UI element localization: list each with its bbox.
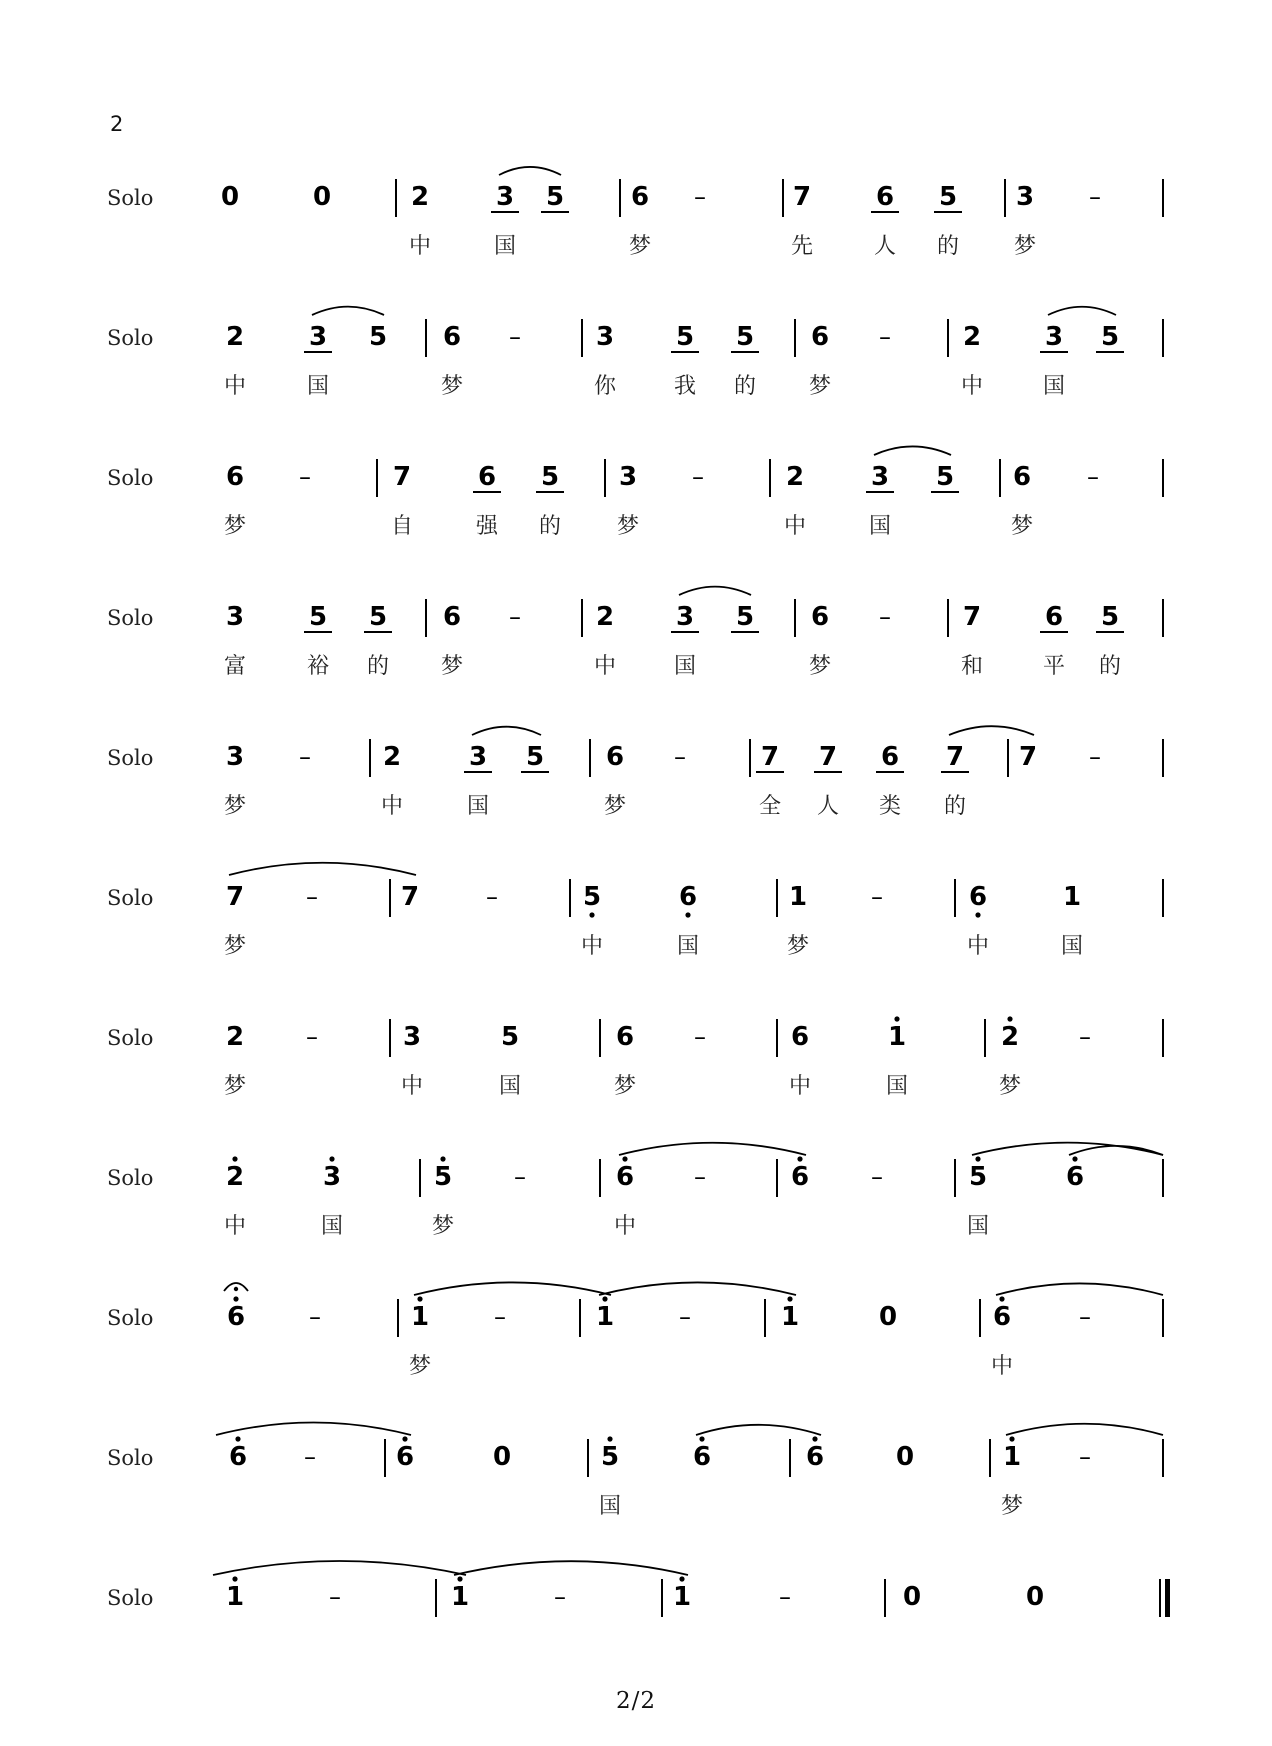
note: 2 [595,602,615,632]
note: 3 [225,742,245,772]
lyric-char: 国 [966,1214,990,1239]
lyric-char: 梦 [628,234,652,259]
note: 2 [382,742,402,772]
lyric-char: 中 [400,1074,424,1099]
lyric-char: 强 [475,514,499,539]
lyric-char: 中 [593,654,617,679]
slur-arc [874,446,951,455]
note: 6 [810,322,830,352]
slur-arc [679,587,751,595]
note: 1 [410,1302,430,1332]
hold-dash: – [486,883,498,911]
high-octave-dot [329,1156,334,1161]
slur-arc [312,307,384,315]
note: 5 [968,1162,988,1192]
note: 1 [450,1582,470,1612]
lyric-char: 梦 [1013,234,1037,259]
note: 3 [495,182,515,212]
hold-dash: – [299,743,311,771]
slur-arc [696,1425,821,1435]
hold-dash: – [674,743,686,771]
hold-dash: – [1079,1023,1091,1051]
hold-dash: – [509,603,521,631]
note: 3 [618,462,638,492]
hold-dash: – [309,1303,321,1331]
slur-arc [1006,1424,1163,1435]
lyric-char: 梦 [1000,1494,1024,1519]
note: 7 [818,742,838,772]
note: 6 [875,182,895,212]
high-octave-dot [797,1156,802,1161]
note: 7 [962,602,982,632]
lyric-char: 中 [223,1214,247,1239]
lyric-char: 国 [868,514,892,539]
lyric-char: 国 [676,934,700,959]
lyric-char: 梦 [223,934,247,959]
slur-arc [229,863,416,875]
lyric-char: 梦 [808,374,832,399]
lyric-char: 梦 [616,514,640,539]
note: 7 [1018,742,1038,772]
note: 1 [1002,1442,1022,1472]
lyric-char: 中 [580,934,604,959]
lyric-char: 梦 [1010,514,1034,539]
hold-dash: – [306,1023,318,1051]
note: 1 [225,1582,245,1612]
hold-dash: – [304,1443,316,1471]
lyric-char: 国 [498,1074,522,1099]
hold-dash: – [779,1583,791,1611]
hold-dash: – [692,463,704,491]
lyric-char: 国 [320,1214,344,1239]
note: 6 [992,1302,1012,1332]
lyric-char: 中 [966,934,990,959]
note: 1 [672,1582,692,1612]
lyric-char: 梦 [408,1354,432,1379]
note: 6 [1012,462,1032,492]
part-label: Solo [107,1026,154,1050]
slur-arc [996,1283,1163,1295]
note: 2 [410,182,430,212]
lyric-char: 自 [390,514,414,539]
note: 5 [545,182,565,212]
lyric-char: 国 [885,1074,909,1099]
note: 1 [595,1302,615,1332]
lyric-char: 中 [223,374,247,399]
note: 7 [945,742,965,772]
note: 7 [392,462,412,492]
page-number: 2 [110,112,124,136]
lyric-char: 全 [758,794,782,819]
note: 1 [887,1022,907,1052]
note: 6 [810,602,830,632]
hold-dash: – [1089,743,1101,771]
note: 6 [477,462,497,492]
note: 2 [1000,1022,1020,1052]
hold-dash: – [494,1303,506,1331]
note: 0 [220,182,240,212]
note: 3 [225,602,245,632]
slur-arc [216,1423,411,1436]
note: 6 [615,1162,635,1192]
hold-dash: – [879,603,891,631]
lyric-char: 的 [1098,654,1122,679]
high-octave-dot [699,1436,704,1441]
hold-dash: – [514,1163,526,1191]
slur-arc [599,1282,796,1295]
high-octave-dot [894,1016,899,1021]
note: 6 [692,1442,712,1472]
lyric-char: 中 [960,374,984,399]
lyric-char: 裕 [306,654,330,679]
hold-dash: – [306,883,318,911]
lyric-char: 梦 [223,1074,247,1099]
part-label: Solo [107,1446,154,1470]
high-octave-dot [402,1436,407,1441]
note: 1 [780,1302,800,1332]
high-octave-dot [232,1156,237,1161]
note: 3 [870,462,890,492]
note: 3 [675,602,695,632]
slur-arc [472,727,541,735]
note: 3 [308,322,328,352]
note: 7 [792,182,812,212]
hold-dash: – [879,323,891,351]
part-label: Solo [107,1166,154,1190]
note: 5 [525,742,545,772]
lyric-char: 的 [366,654,390,679]
note: 6 [790,1022,810,1052]
slur-arc [972,1143,1163,1155]
slur-arc [499,167,561,175]
lyric-char: 国 [493,234,517,259]
lyric-char: 平 [1042,654,1066,679]
low-octave-dot [975,912,980,917]
high-octave-dot [235,1436,240,1441]
note: 5 [540,462,560,492]
lyric-char: 类 [878,794,902,819]
note: 2 [225,1022,245,1052]
note: 7 [225,882,245,912]
part-label: Solo [107,466,154,490]
note: 5 [735,322,755,352]
note: 0 [492,1442,512,1472]
note: 5 [935,462,955,492]
note: 1 [788,882,808,912]
note: 5 [368,602,388,632]
lyric-char: 国 [598,1494,622,1519]
note: 6 [1044,602,1064,632]
lyric-char: 国 [1060,934,1084,959]
high-octave-dot [457,1576,462,1581]
part-label: Solo [107,886,154,910]
page-footer: 2/2 [615,1688,656,1714]
high-octave-dot [622,1156,627,1161]
lyric-char: 中 [380,794,404,819]
lyric-char: 梦 [613,1074,637,1099]
note: 6 [226,1302,246,1332]
note: 6 [615,1022,635,1052]
note: 5 [1100,322,1120,352]
note: 5 [735,602,755,632]
note: 7 [760,742,780,772]
note: 6 [1065,1162,1085,1192]
note: 5 [368,322,388,352]
note: 6 [442,602,462,632]
note: 3 [322,1162,342,1192]
high-octave-dot [1072,1156,1077,1161]
high-octave-dot [1009,1436,1014,1441]
high-octave-dot [602,1296,607,1301]
lyric-char: 和 [960,654,984,679]
note: 6 [228,1442,248,1472]
note: 5 [308,602,328,632]
note: 5 [938,182,958,212]
lyric-char: 国 [466,794,490,819]
hold-dash: – [694,183,706,211]
note: 2 [225,322,245,352]
lyric-char: 中 [613,1214,637,1239]
lyric-char: 梦 [440,654,464,679]
high-octave-dot [440,1156,445,1161]
note: 6 [805,1442,825,1472]
part-label: Solo [107,326,154,350]
lyric-char: 你 [593,374,617,399]
part-label: Solo [107,746,154,770]
high-octave-dot [812,1436,817,1441]
lyric-char: 梦 [223,514,247,539]
note: 3 [402,1022,422,1052]
fermata-dot [234,1287,238,1291]
note: 6 [968,882,988,912]
note: 6 [605,742,625,772]
lyric-char: 的 [538,514,562,539]
note: 5 [675,322,695,352]
slur-arc [1048,307,1116,315]
note: 6 [880,742,900,772]
hold-dash: – [694,1163,706,1191]
slur-arc [619,1143,806,1155]
note: 6 [678,882,698,912]
note: 2 [225,1162,245,1192]
slur-arc [454,1561,688,1575]
note: 5 [1100,602,1120,632]
hold-dash: – [1089,183,1101,211]
note: 0 [878,1302,898,1332]
part-label: Solo [107,1306,154,1330]
hold-dash: – [1087,463,1099,491]
note: 5 [582,882,602,912]
lyric-char: 国 [1042,374,1066,399]
lyric-char: 我 [673,374,697,399]
high-octave-dot [975,1156,980,1161]
note: 3 [468,742,488,772]
note: 5 [500,1022,520,1052]
hold-dash: – [679,1303,691,1331]
note: 6 [395,1442,415,1472]
note: 2 [785,462,805,492]
note: 0 [1025,1582,1045,1612]
slur-arc [414,1282,611,1295]
hold-dash: – [509,323,521,351]
note: 2 [962,322,982,352]
note: 6 [225,462,245,492]
lyric-char: 中 [990,1354,1014,1379]
lyric-char: 中 [783,514,807,539]
lyric-char: 梦 [808,654,832,679]
part-label: Solo [107,606,154,630]
high-octave-dot [607,1436,612,1441]
high-octave-dot [417,1296,422,1301]
final-barline [1165,1579,1170,1617]
slur-arc [213,1561,466,1575]
high-octave-dot [679,1576,684,1581]
high-octave-dot [1007,1016,1012,1021]
lyric-char: 人 [873,234,897,259]
hold-dash: – [299,463,311,491]
low-octave-dot [685,912,690,917]
note: 1 [1062,882,1082,912]
note: 0 [312,182,332,212]
lyric-char: 中 [788,1074,812,1099]
lyric-char: 梦 [998,1074,1022,1099]
lyric-char: 人 [816,794,840,819]
lyric-char: 国 [673,654,697,679]
lyric-char: 先 [790,234,814,259]
slur-arc [1069,1146,1163,1155]
hold-dash: – [554,1583,566,1611]
hold-dash: – [1079,1443,1091,1471]
note: 3 [1044,322,1064,352]
lyric-char: 富 [223,654,247,679]
part-label: Solo [107,1586,154,1610]
lyric-char: 中 [408,234,432,259]
note: 6 [630,182,650,212]
note: 6 [790,1162,810,1192]
high-octave-dot [999,1296,1004,1301]
hold-dash: – [871,883,883,911]
note: 5 [600,1442,620,1472]
part-label: Solo [107,186,154,210]
lyric-char: 的 [936,234,960,259]
high-octave-dot [232,1576,237,1581]
slur-arc [949,726,1034,735]
lyric-char: 的 [943,794,967,819]
hold-dash: – [329,1583,341,1611]
note: 3 [1015,182,1035,212]
lyric-char: 梦 [786,934,810,959]
lyric-char: 梦 [431,1214,455,1239]
lyric-char: 梦 [440,374,464,399]
high-octave-dot [787,1296,792,1301]
note: 6 [442,322,462,352]
note: 3 [595,322,615,352]
note: 0 [895,1442,915,1472]
note: 5 [433,1162,453,1192]
lyric-char: 国 [306,374,330,399]
note: 0 [902,1582,922,1612]
note: 7 [400,882,420,912]
hold-dash: – [871,1163,883,1191]
high-octave-dot [233,1296,238,1301]
lyric-char: 的 [733,374,757,399]
lyric-char: 梦 [223,794,247,819]
hold-dash: – [694,1023,706,1051]
lyric-char: 梦 [603,794,627,819]
hold-dash: – [1079,1303,1091,1331]
low-octave-dot [589,912,594,917]
